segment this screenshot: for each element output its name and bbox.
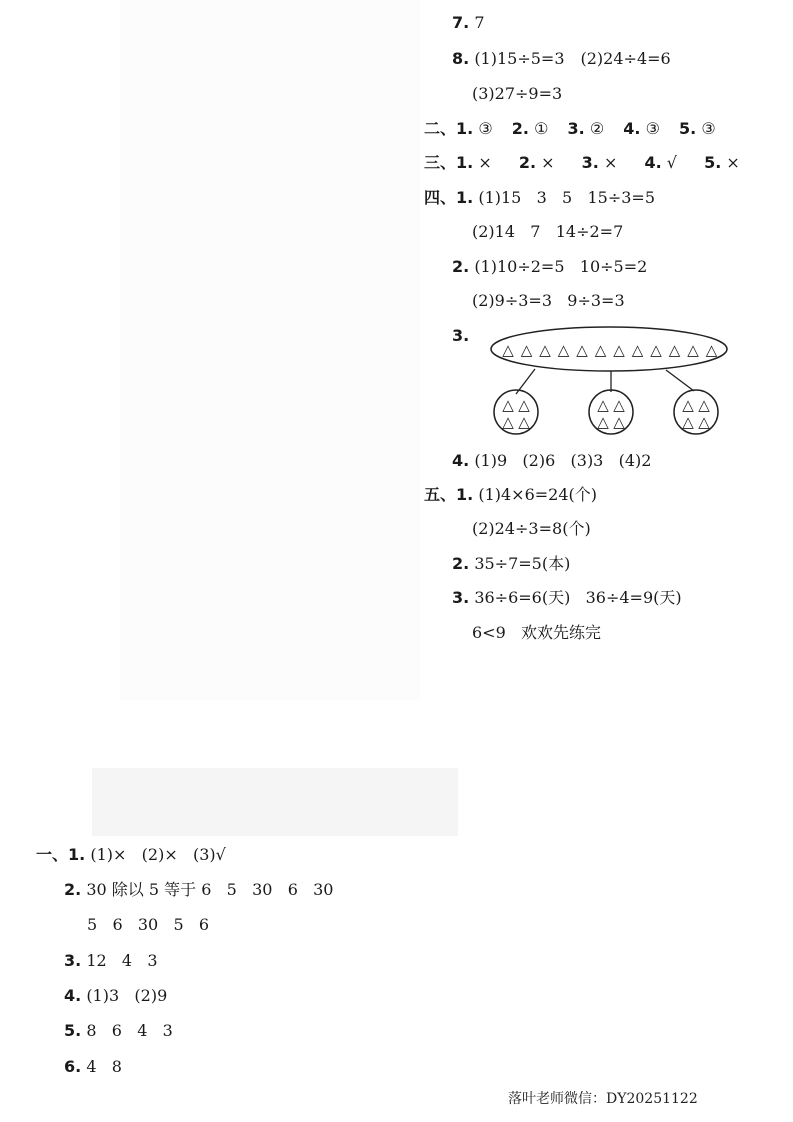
section-1-q2-cont: 5 6 30 5 6 — [87, 915, 210, 934]
triangle-icon: △ — [682, 396, 694, 414]
section-4-q2-cont: (2)9÷3=3 9÷3=3 — [472, 291, 625, 310]
triangle-icon: △ — [557, 341, 570, 359]
connector-right — [666, 370, 694, 391]
section-4-q1: 四、1. (1)15 3 5 15÷3=5 — [424, 188, 656, 207]
triangle-icon: △ — [520, 341, 533, 359]
faint-box — [92, 768, 458, 836]
section-5-q1: 五、1. (1)4×6=24(个) — [424, 485, 598, 504]
triangle-icon: △ — [682, 413, 694, 431]
section-4-q2: 2. (1)10÷2=5 10÷5=2 — [452, 257, 648, 276]
faint-panel — [120, 0, 420, 700]
triangle-icon: △ — [650, 341, 662, 359]
section-1-q5: 5. 8 6 4 3 — [64, 1021, 173, 1040]
answer-7: 7. 7 — [452, 13, 485, 32]
group-circle-1 — [494, 390, 538, 434]
triangle-icon: △ — [502, 413, 514, 431]
section-2-answers: 二、1. ③ 2. ① 3. ② 4. ③ 5. ③ — [424, 119, 716, 138]
answer-8-cont: (3)27÷9=3 — [472, 84, 563, 103]
triangle-marks — [502, 341, 718, 431]
triangle-icon: △ — [613, 341, 625, 359]
triangle-icon: △ — [698, 413, 710, 431]
section-3-answers: 三、1. × 2. × 3. × 4. √ 5. × — [424, 153, 740, 172]
footer-contact: 落叶老师微信：DY20251122 — [508, 1091, 698, 1107]
triangle-icon: △ — [502, 341, 514, 359]
triangle-icon: △ — [539, 341, 551, 359]
section-1-q2: 2. 30 除以 5 等于 6 5 30 6 30 — [64, 880, 334, 899]
group-circle-2 — [589, 390, 633, 434]
section-5-q2: 2. 35÷7=5(本) — [452, 554, 571, 573]
section-5-q1-cont: (2)24÷3=8(个) — [472, 519, 591, 538]
triangle-icon: △ — [687, 341, 699, 359]
group-circle-3 — [674, 390, 718, 434]
triangle-icon: △ — [597, 413, 609, 431]
section-4-q4: 4. (1)9 (2)6 (3)3 (4)2 — [452, 451, 652, 470]
section-4-q3-number: 3. — [452, 326, 470, 345]
triangle-icon: △ — [698, 396, 710, 414]
triangle-icon: △ — [613, 396, 625, 414]
triangle-icon: △ — [705, 341, 718, 359]
triangle-icon: △ — [502, 396, 514, 414]
triangle-icon: △ — [518, 396, 530, 414]
triangle-icon: △ — [518, 413, 530, 431]
grouping-diagram — [480, 320, 740, 445]
answer-8: 8. (1)15÷5=3 (2)24÷4=6 — [452, 49, 671, 68]
triangle-icon: △ — [668, 341, 681, 359]
section-1-q3: 3. 12 4 3 — [64, 951, 158, 970]
section-1-q6: 6. 4 8 — [64, 1057, 122, 1076]
section-4-q1-cont: (2)14 7 14÷2=7 — [472, 222, 624, 241]
section-5-q3-cont: 6<9 欢欢先练完 — [472, 623, 602, 642]
triangle-icon: △ — [631, 341, 644, 359]
section-5-q3: 3. 36÷6=6(天) 36÷4=9(天) — [452, 588, 682, 607]
section-1-q4: 4. (1)3 (2)9 — [64, 986, 168, 1005]
triangle-icon: △ — [576, 341, 588, 359]
triangle-icon: △ — [594, 341, 607, 359]
triangle-icon: △ — [613, 413, 625, 431]
triangle-icon: △ — [597, 396, 609, 414]
section-1-q1: 一、1. (1)× (2)× (3)√ — [36, 845, 226, 864]
